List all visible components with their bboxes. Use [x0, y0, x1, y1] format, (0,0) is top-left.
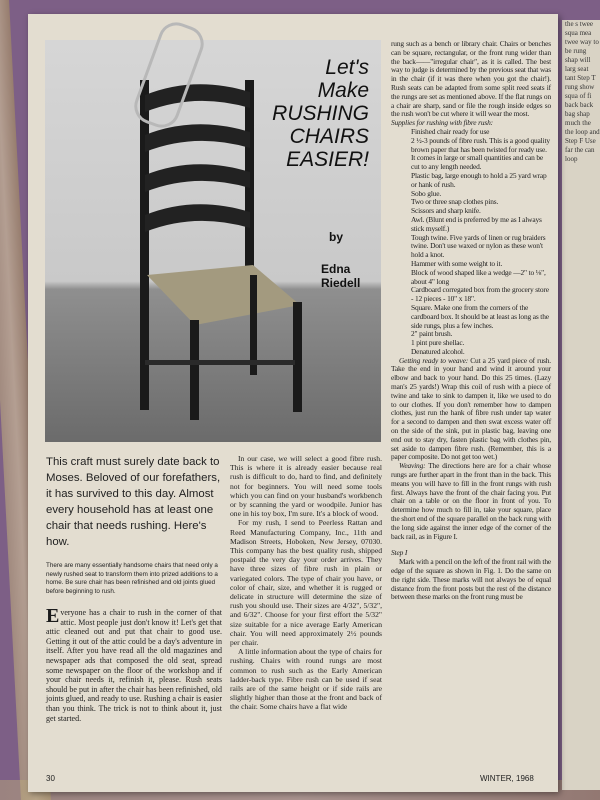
title-line: CHAIRS — [289, 125, 369, 148]
next-page-edge — [562, 20, 600, 790]
body-paragraph: Cut a 25 yard piece of rush. Take the end in your hand and wind it around your elbow and back to your hand. Do this 25 times. (Lazy man's 25 yards!) Wrap this coil of rush with a piece of twine and take to sink to dampen it, like we used to do to our clothes. If you don't remember how to dampen clothes, just run the hank of fibre rush under tap water for a second to dampen and then swat excess water off on the side of the sink, put in plastic bag, leaving one end out to stay dry, fasten plastic bag with clothes pin, set aside to dampen fibre rush. (Remember, this is a paper composite. Do not get too wet.) — [391, 355, 551, 462]
magazine-page — [28, 14, 558, 792]
supply-item: Denatured alcohol. — [411, 346, 465, 356]
body-paragraph: The directions here are for a chair whose rungs are further apart in the front than in the back. This means you will have to fill in the front rungs with rush first. Always have the front of the chair facing you. Put chair on a table or on the floor in front of you. To determine how much to fill in, take your square, place the short end of the square parallel on the back rung with the long side against the inner edge of the corner of the back rail, as in Figure I. — [391, 461, 551, 541]
title-line: RUSHING — [272, 102, 369, 125]
next-page-text: the s twee squa mea twee way to be rung shap will larg seat tant Step T rung show squa of fi back back bag shap much the the loop and Step F Use far the can loop — [565, 20, 600, 163]
supply-item: Finished chair ready for use — [411, 126, 490, 136]
supply-item: Block of wood shaped like a wedge —2" to ⅛", about 4" long — [411, 267, 546, 286]
author-name: Edna Riedell — [321, 262, 361, 290]
supply-item: Plastic bag, large enough to hold a 25 yard wrap or hank of rush. — [411, 170, 547, 189]
chair-photo — [45, 40, 381, 442]
supply-item: Tough twine. Five yards of linen or rug braiders twine. Don't use waxed or nylon as these won't hold a knot. — [411, 232, 546, 260]
step-heading: Step I — [391, 548, 408, 558]
supplies-heading: Supplies for rushing with fibre rush: — [391, 118, 493, 128]
body-paragraph: For my rush, I send to Peerless Rattan and Reed Manufacturing Company, Inc., 11th and Madison Streets, Hoboken, New Jersey, 07030. This company has the best quality rush, shipped postpaid the very day your order arrives. They have three sizes of fibre rush in plain or variegated colors. The type of chair you have, or color of chair, size, and whether it is rugged or delicate in structure will determine the size of rush you should use. Their sizes are 4/32", 5/32", and 6/32". Choose for your first effort the 5/32" size suitable for a nice average Early American chair. You will need approximately 2½ pounds per chair. — [230, 518, 382, 648]
article-title — [249, 56, 369, 171]
title-line: Let's — [325, 56, 369, 79]
supplies-list — [391, 128, 551, 357]
column-2 — [230, 454, 382, 712]
body-paragraph: rung such as a bench or library chair. Chairs or benches can be square, rectangular, or the front rung wider than the back——"irregular chair", as it is called. The best way to judge is determined by the previous seat that was in the chair (if it was there when you got the chair!). Rush seats can be adapted from some split reed seats if the rungs are set as mentioned above. If the flat rungs on a chair are sharp, sand or file the rough inside edges so the rush won't be cut where it will wear the most. — [391, 39, 551, 119]
supply-item: Cardboard corregated box from the grocery store - 12 pieces - 10" x 18". — [411, 285, 549, 304]
supply-item: Hammer with some weight to it. — [411, 258, 503, 268]
supply-item: 2 ½-3 pounds of fibre rush. This is a good quality brown paper that has been twisted for ready use. It comes in large or small quantities and can be cut to any length needed. — [411, 135, 550, 172]
body-paragraph: In our case, we will select a good fibre rush. This is where it is already easier because real rush is difficult to do, hard to find, and definitely not for beginners. You will need some tools which you can find on your husband's workbench or by scanning the yard or woodpile. Junior has one in his toy box, I'm sure. It's a block of wood. — [230, 454, 382, 519]
weaving-label: Weaving: — [399, 461, 426, 471]
drop-cap: E — [46, 605, 60, 627]
issue-date: WINTER, 1968 — [480, 774, 534, 783]
title-line: Make — [317, 79, 369, 102]
supply-item: Sobo glue. — [411, 188, 442, 198]
body-paragraph: A little information about the type of chairs for rushing. Chairs with round rungs are most common to rush such as the Early American ladder-back type. Fibre rush can be used if seat rails are of the same height or if side rails are slightly higher than those at the front and back of the chair. Some chairs have a flat wide — [230, 647, 382, 712]
supply-item: Two or three snap clothes pins. — [411, 197, 499, 207]
article-intro: This craft must surely date back to Moses. Beloved of our forefathers, it has survived to this day. Almost every household has at least one chair that needs rushing. Here's how. — [46, 456, 221, 548]
getting-ready-label: Getting ready to weave: — [399, 355, 469, 365]
supply-item: 2" paint brush. — [411, 329, 453, 339]
supply-item: 1 pint pure shellac. — [411, 338, 465, 348]
body-paragraph: veryone has a chair to rush in the corner of that attic. Most people just don't know it! Let's get that attic cleaned out and put that chair to good use. Getting it out of the attic could be a day's adventure in itself. After you have read all the old magazines and newspaper ads that composed the old seat, spread some newspaper on the floor of the workshop and if your chair needs it, refinish it, please. Rush seats should be put in after the chair has been refinished, old joints glued, and ready to use. Rushing a chair is easier than you think. The trick is not to think about it, just get started. — [46, 608, 222, 723]
supply-item: Awl. (Blunt end is preferred by me as I always stick myself.) — [411, 214, 542, 233]
photo-caption: There are many essentially handsome chairs that need only a newly rushed seat to transform them into prized additions to a home. Be sure chair has been refinished and old joints glued before beginning to rush. — [46, 562, 218, 595]
byline — [321, 230, 381, 290]
column-1 — [46, 605, 222, 723]
column-3 — [391, 40, 551, 602]
page-number: 30 — [46, 774, 55, 783]
supply-item: Scissors and sharp knife. — [411, 206, 481, 216]
by-label: by — [329, 230, 344, 244]
title-line: EASIER! — [286, 148, 369, 171]
supply-item: Square. Make one from the corners of the cardboard box. It should be at least as long as the side rungs, plus a few inches. — [411, 302, 549, 330]
body-paragraph: Mark with a pencil on the left of the front rail with the edge of the square as shown in Fig. 1. Do the same on the right side. These marks will not always be of equal distance from the front posts but the rest of the distance between these marks on the front rung must be — [391, 557, 551, 602]
